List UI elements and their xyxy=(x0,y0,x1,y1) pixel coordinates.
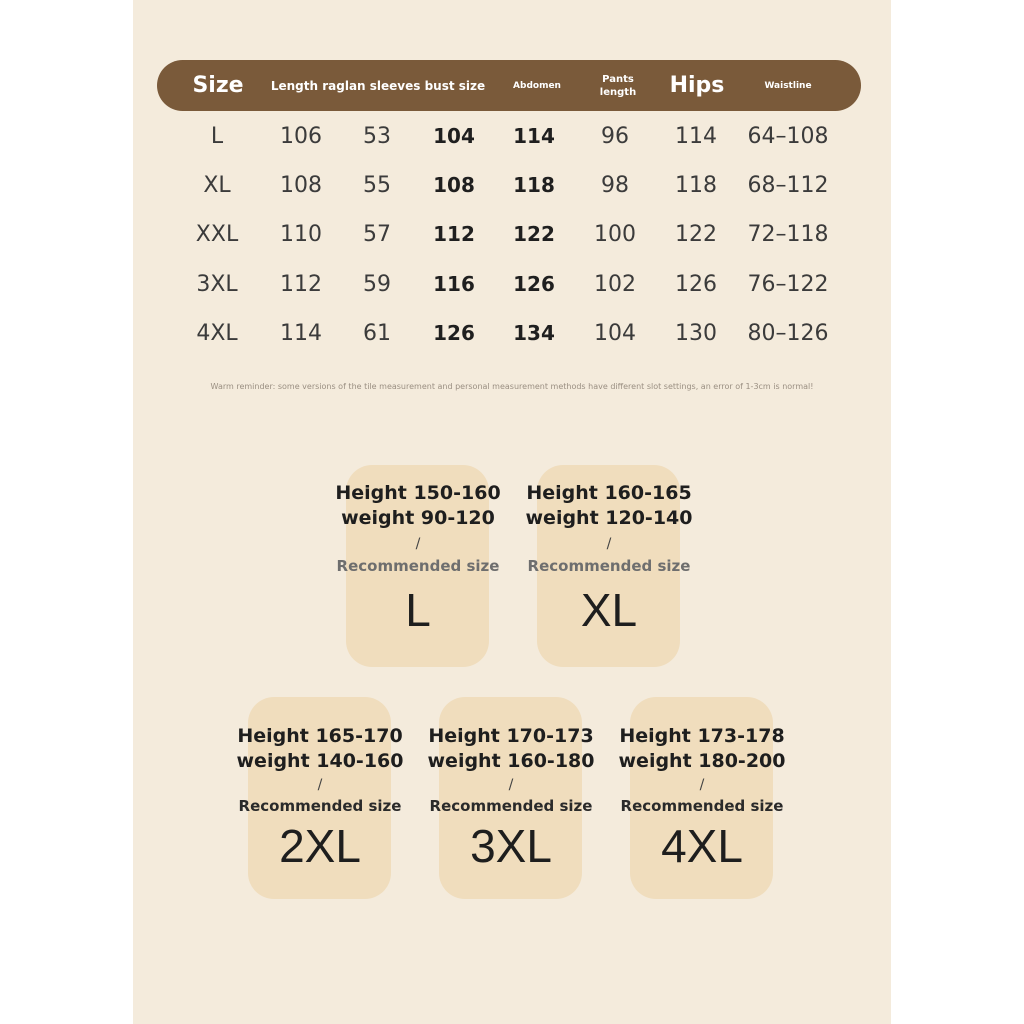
card-weight: weight 160-180 xyxy=(427,750,595,772)
card-weight: weight 90-120 xyxy=(341,507,495,529)
cell-length: 112 xyxy=(280,271,322,297)
card-weight: weight 180-200 xyxy=(618,750,786,772)
cell-abdomen: 114 xyxy=(513,124,555,148)
header-abdomen: Abdomen xyxy=(513,80,561,91)
cell-sleeve: 55 xyxy=(363,172,391,198)
card-l-text xyxy=(318,481,518,638)
card-recommended-size: 3XL xyxy=(470,820,552,872)
cell-abdomen: 118 xyxy=(513,173,555,197)
card-weight: weight 120-140 xyxy=(525,507,693,529)
warm-reminder: Warm reminder: some versions of the tile measurement and personal measurement methods have different slot settings, an error of 1-3cm is normal! xyxy=(210,382,814,391)
card-slash: / xyxy=(699,777,705,793)
header-length-raglan-bust: Length raglan sleeves bust size xyxy=(270,78,486,93)
cell-bust: 108 xyxy=(433,173,475,197)
card-height: Height 173-178 xyxy=(619,725,785,747)
cell-size: XL xyxy=(203,172,231,198)
card-slash: / xyxy=(415,536,421,552)
cell-hips: 130 xyxy=(675,320,717,346)
cell-pants-length: 104 xyxy=(594,320,636,346)
cell-bust: 126 xyxy=(433,321,475,345)
cell-bust: 112 xyxy=(433,222,475,246)
cell-hips: 118 xyxy=(675,172,717,198)
cell-length: 114 xyxy=(280,320,322,346)
card-recommended-size: XL xyxy=(580,584,638,636)
header-pants-length: Pants length xyxy=(599,73,637,98)
cell-waistline: 72–118 xyxy=(747,221,829,247)
cell-size: XXL xyxy=(195,221,239,247)
cell-abdomen: 122 xyxy=(513,222,555,246)
card-height: Height 165-170 xyxy=(237,725,403,747)
table-row xyxy=(0,313,1024,353)
cell-waistline: 68–112 xyxy=(747,172,829,198)
cell-sleeve: 61 xyxy=(363,320,391,346)
card-recommended-label: Recommended size xyxy=(620,797,784,815)
card-slash: / xyxy=(606,536,612,552)
card-height: Height 150-160 xyxy=(335,482,501,504)
cell-hips: 122 xyxy=(675,221,717,247)
card-recommended-label: Recommended size xyxy=(429,797,593,815)
cell-sleeve: 59 xyxy=(363,271,391,297)
cell-hips: 126 xyxy=(675,271,717,297)
card-recommended-label: Recommended size xyxy=(527,557,691,575)
card-slash: / xyxy=(317,777,323,793)
cell-pants-length: 102 xyxy=(594,271,636,297)
cell-length: 110 xyxy=(280,221,322,247)
table-row xyxy=(0,116,1024,156)
cell-abdomen: 134 xyxy=(513,321,555,345)
table-row xyxy=(0,214,1024,254)
card-recommended-size: 4XL xyxy=(661,820,743,872)
card-height: Height 160-165 xyxy=(526,482,692,504)
card-height: Height 170-173 xyxy=(428,725,594,747)
cell-pants-length: 96 xyxy=(601,123,629,149)
header-waistline: Waistline xyxy=(764,80,812,91)
card-slash: / xyxy=(508,777,514,793)
card-4xl-text xyxy=(602,724,802,874)
table-row xyxy=(0,264,1024,304)
cell-bust: 104 xyxy=(433,124,475,148)
header-size: Size xyxy=(192,73,244,98)
card-3xl-text xyxy=(411,724,611,874)
cell-waistline: 76–122 xyxy=(747,271,829,297)
cell-size: 3XL xyxy=(196,271,238,297)
cell-pants-length: 100 xyxy=(594,221,636,247)
card-recommended-label: Recommended size xyxy=(336,557,500,575)
cell-length: 108 xyxy=(280,172,322,198)
card-weight: weight 140-160 xyxy=(236,750,404,772)
table-row xyxy=(0,165,1024,205)
cell-abdomen: 126 xyxy=(513,272,555,296)
header-hips: Hips xyxy=(669,73,725,98)
cell-sleeve: 53 xyxy=(363,123,391,149)
cell-pants-length: 98 xyxy=(601,172,629,198)
card-recommended-label: Recommended size xyxy=(238,797,402,815)
card-recommended-size: 2XL xyxy=(279,820,361,872)
cell-bust: 116 xyxy=(433,272,475,296)
cell-sleeve: 57 xyxy=(363,221,391,247)
card-2xl-text xyxy=(220,724,420,874)
cell-waistline: 64–108 xyxy=(747,123,829,149)
cell-size: L xyxy=(210,123,224,149)
cell-length: 106 xyxy=(280,123,322,149)
cell-size: 4XL xyxy=(196,320,238,346)
cell-waistline: 80–126 xyxy=(747,320,829,346)
cell-hips: 114 xyxy=(675,123,717,149)
card-xl-text xyxy=(509,481,709,638)
card-recommended-size: L xyxy=(405,584,431,636)
